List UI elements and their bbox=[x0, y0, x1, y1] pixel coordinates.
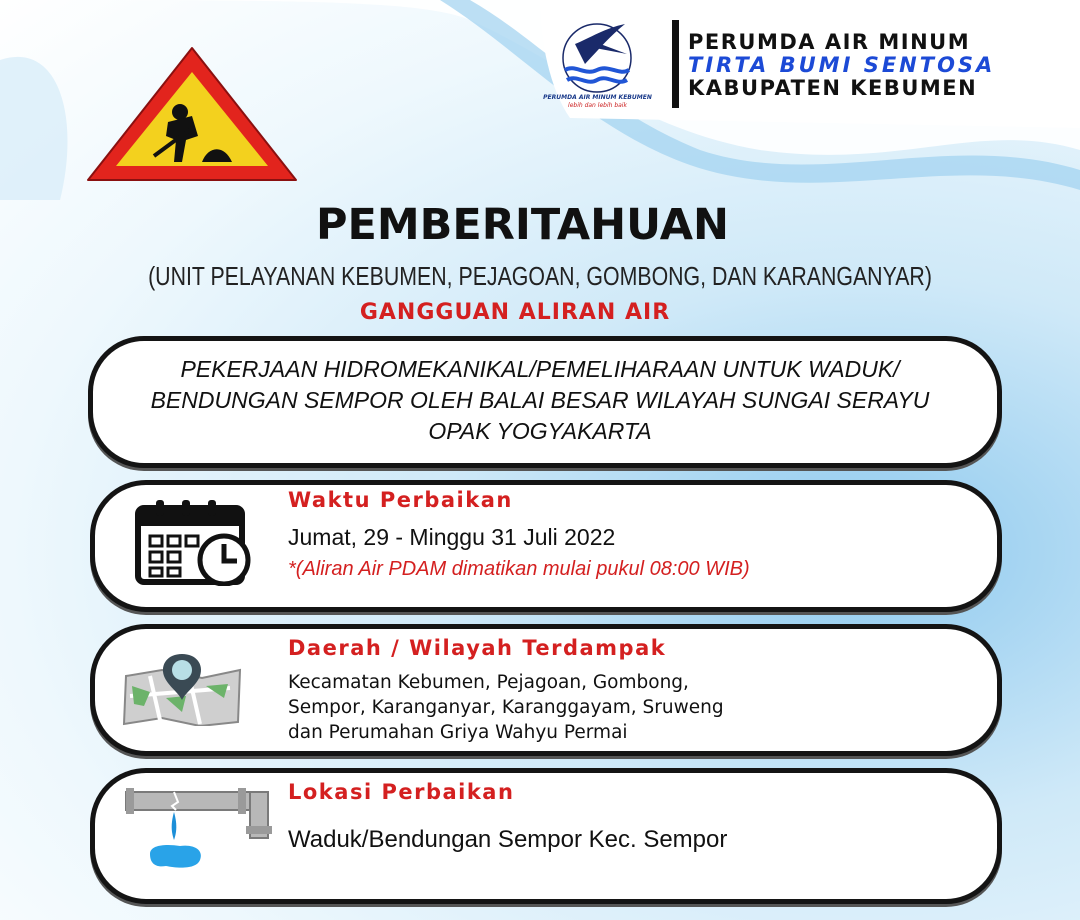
intro-line: PEKERJAAN HIDROMEKANIKAL/PEMELIHARAAN UNTUK WADUK/ bbox=[180, 356, 900, 382]
affected-line: dan Perumahan Griya Wahyu Permai bbox=[288, 722, 628, 743]
org-name-line1: PERUMDA AIR MINUM bbox=[688, 30, 971, 54]
logo-tagline: lebih dan lebih baik bbox=[568, 102, 627, 109]
calendar-clock-icon bbox=[134, 498, 256, 586]
location-place: Waduk/Bendungan Sempor Kec. Sempor bbox=[288, 826, 728, 853]
affected-heading: Daerah / Wilayah Terdampak bbox=[288, 636, 667, 660]
location-heading: Lokasi Perbaikan bbox=[288, 780, 515, 804]
alert-heading: GANGGUAN ALIRAN AIR bbox=[359, 300, 671, 325]
leaking-pipe-icon bbox=[120, 782, 280, 874]
header-divider bbox=[672, 20, 679, 108]
intro-line: OPAK YOGYAKARTA bbox=[428, 418, 652, 444]
intro-line: BENDUNGAN SEMPOR OLEH BALAI BESAR WILAYAH SUNGAI SERAYU bbox=[150, 387, 930, 413]
logo-caption: PERUMDA AIR MINUM KEBUMEN bbox=[543, 94, 652, 101]
schedule-note: *(Aliran Air PDAM dimatikan mulai pukul 08:00 WIB) bbox=[288, 558, 750, 580]
map-pin-icon bbox=[120, 646, 246, 726]
affected-areas bbox=[288, 670, 848, 745]
roadwork-sign-icon bbox=[82, 44, 302, 186]
affected-line: Kecamatan Kebumen, Pejagoan, Gombong, bbox=[288, 672, 689, 693]
service-units: (UNIT PELAYANAN KEBUMEN, PEJAGOAN, GOMBONG, DAN KARANGANYAR) bbox=[148, 261, 932, 291]
schedule-heading: Waktu Perbaikan bbox=[288, 488, 513, 512]
org-name-line3: KABUPATEN KEBUMEN bbox=[688, 76, 978, 100]
org-name-line2: TIRTA BUMI SENTOSA bbox=[688, 53, 996, 77]
page-title: PEMBERITAHUAN bbox=[315, 200, 730, 250]
schedule-date: Jumat, 29 - Minggu 31 Juli 2022 bbox=[288, 524, 616, 550]
intro-text bbox=[100, 354, 980, 447]
affected-line: Sempor, Karanganyar, Karanggayam, Sruweng bbox=[288, 697, 724, 718]
